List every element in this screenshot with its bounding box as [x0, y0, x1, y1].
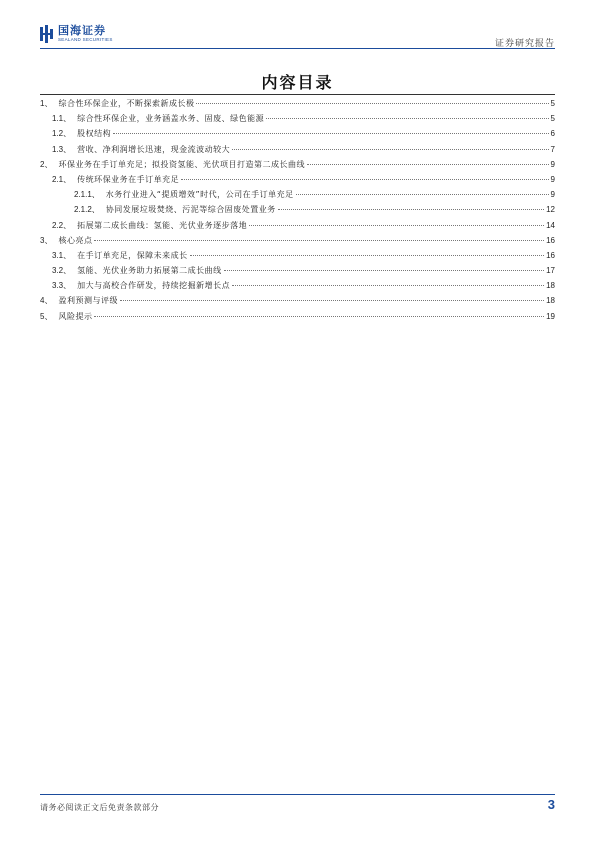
toc-entry-title: 环保业务在手订单充足；拟投资氢能、光伏项目打造第二成长曲线 — [58, 159, 305, 169]
toc-entry[interactable] — [40, 98, 555, 113]
toc-top-divider — [40, 94, 555, 95]
toc-entry-number: 1.3、 — [52, 144, 72, 154]
toc-entry-number: 4、 — [40, 296, 53, 306]
toc-entry[interactable] — [40, 311, 555, 326]
toc-entry-page: 18 — [546, 296, 555, 306]
toc-entry-page: 18 — [546, 281, 555, 291]
page-number: 3 — [547, 797, 555, 812]
toc-entry-page: 17 — [546, 266, 555, 276]
toc-entry-page: 9 — [550, 190, 555, 200]
toc-entry-page: 16 — [546, 235, 555, 245]
toc-entry-number: 2.2、 — [52, 220, 72, 230]
toc-entry[interactable] — [40, 220, 555, 235]
toc-dot-leader — [190, 255, 544, 256]
toc-entry-number: 2.1、 — [52, 174, 72, 184]
toc-entry[interactable] — [40, 189, 555, 204]
toc-entry-title: 风险提示 — [58, 311, 93, 321]
toc-entry[interactable] — [40, 235, 555, 250]
page-title: 内容目录 — [261, 73, 334, 92]
footer-divider — [40, 794, 555, 795]
toc-entry-number: 3.3、 — [52, 281, 72, 291]
toc-entry-title: 拓展第二成长曲线：氢能、光伏业务逐步落地 — [77, 220, 248, 230]
toc-entry-title: 协同发展垃圾焚烧、污泥等综合固废处置业务 — [105, 205, 276, 215]
toc-entry[interactable] — [40, 113, 555, 128]
toc-dot-leader — [249, 225, 544, 226]
toc-entry-title: 综合性环保企业，不断探索新成长极 — [58, 99, 195, 108]
toc-entry[interactable] — [40, 265, 555, 280]
toc-entry-page: 16 — [546, 250, 555, 260]
toc-entry-page: 14 — [546, 220, 555, 230]
toc-entry-title: 综合性环保企业，业务涵盖水务、固废、绿色能源 — [77, 114, 265, 124]
toc-entry-number: 1.1、 — [52, 114, 72, 124]
toc-entry-page: 9 — [550, 174, 555, 184]
toc-entry[interactable] — [40, 250, 555, 265]
toc-entry-title: 核心亮点 — [58, 235, 93, 245]
toc-dot-leader — [120, 300, 544, 301]
toc-entry-number: 1、 — [40, 99, 53, 108]
toc-dot-leader — [232, 149, 548, 150]
logo-name-en: SEALAND SECURITIES — [58, 37, 113, 43]
toc-entry-title: 水务行业进入“提质增效”时代，公司在手订单充足 — [105, 190, 294, 200]
toc-entry-title: 在手订单充足，保障未来成长 — [77, 250, 188, 260]
toc-dot-leader — [113, 133, 548, 134]
toc-dot-leader — [94, 316, 544, 317]
company-logo — [40, 22, 113, 46]
toc-entry-number: 3.1、 — [52, 250, 72, 260]
toc-dot-leader — [296, 194, 549, 195]
toc-entry-title: 股权结构 — [77, 129, 112, 139]
toc-entry-page: 5 — [550, 99, 555, 108]
table-of-contents — [40, 98, 555, 326]
logo-mark-icon — [40, 25, 54, 43]
toc-entry-number: 3.2、 — [52, 266, 72, 276]
toc-dot-leader — [181, 179, 548, 180]
toc-entry-title: 传统环保业务在手订单充足 — [77, 174, 180, 184]
report-type: 证券研究报告 — [494, 39, 555, 49]
toc-entry[interactable] — [40, 128, 555, 143]
toc-entry[interactable] — [40, 159, 555, 174]
toc-entry[interactable] — [40, 144, 555, 159]
toc-dot-leader — [266, 118, 548, 119]
toc-entry-number: 3、 — [40, 235, 53, 245]
toc-entry[interactable] — [40, 295, 555, 310]
toc-entry-page: 6 — [550, 129, 555, 139]
toc-entry-title: 氢能、光伏业务助力拓展第二成长曲线 — [77, 266, 222, 276]
toc-entry-page: 5 — [550, 114, 555, 124]
toc-entry-number: 5、 — [40, 311, 53, 321]
toc-entry[interactable] — [40, 280, 555, 295]
toc-entry[interactable] — [40, 204, 555, 219]
toc-entry[interactable] — [40, 174, 555, 189]
toc-entry-page: 9 — [550, 159, 555, 169]
toc-entry-number: 2、 — [40, 159, 53, 169]
toc-dot-leader — [232, 285, 544, 286]
toc-dot-leader — [307, 164, 549, 165]
toc-entry-title: 盈利预测与评级 — [58, 296, 118, 306]
toc-entry-page: 12 — [546, 205, 555, 215]
toc-dot-leader — [224, 270, 544, 271]
logo-name-cn: 国海证券 — [58, 24, 106, 38]
toc-entry-title: 营收、净利润增长迅速，现金流波动较大 — [77, 144, 231, 154]
toc-entry-title: 加大与高校合作研发，持续挖掘新增长点 — [77, 281, 231, 291]
toc-entry-page: 19 — [546, 311, 555, 321]
header-divider — [40, 48, 555, 49]
toc-entry-number: 2.1.2、 — [74, 205, 100, 215]
toc-dot-leader — [196, 103, 548, 104]
toc-entry-number: 1.2、 — [52, 129, 72, 139]
toc-dot-leader — [94, 240, 544, 241]
toc-entry-page: 7 — [550, 144, 555, 154]
toc-dot-leader — [278, 209, 544, 210]
toc-entry-number: 2.1.1、 — [74, 190, 100, 200]
footer-disclaimer: 请务必阅读正文后免责条款部分 — [40, 803, 159, 812]
